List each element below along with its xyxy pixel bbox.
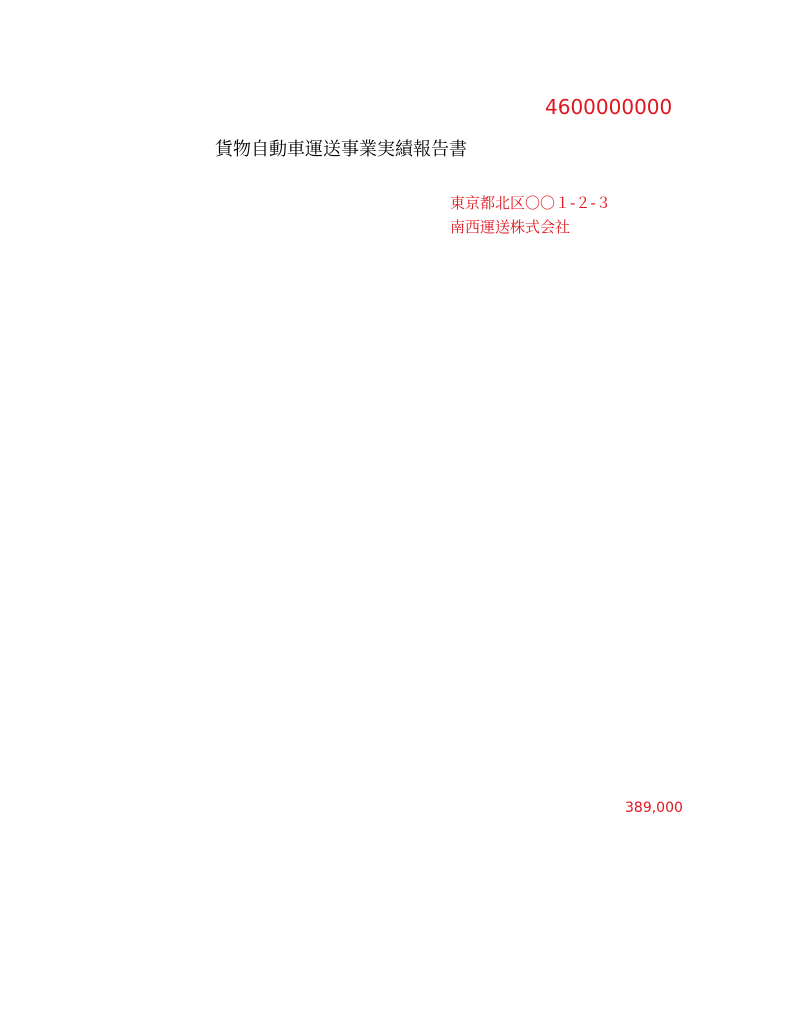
page-title: 貨物自動車運送事業実績報告書	[215, 139, 467, 160]
company-name: 南西運送株式会社	[450, 218, 571, 236]
total-revenue: 389,000	[625, 800, 683, 816]
business-number: 4600000000	[545, 95, 673, 119]
address: 東京都北区〇〇１-２-３	[450, 194, 611, 212]
